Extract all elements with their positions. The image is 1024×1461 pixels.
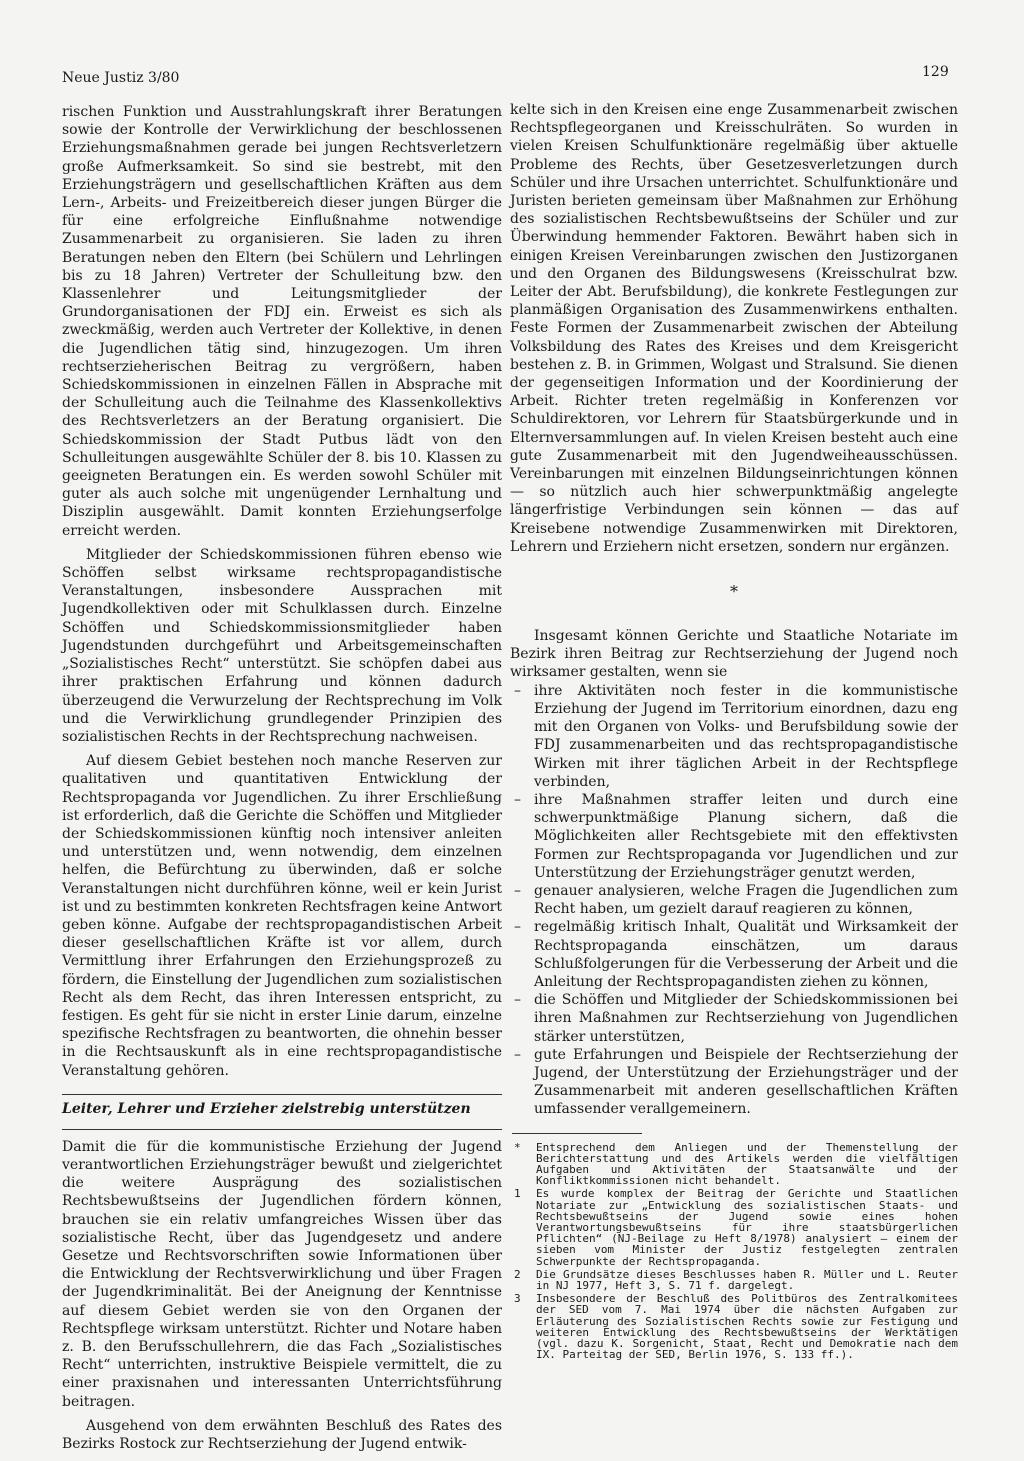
footnote-text: Entsprechend dem Anliegen und der Themenstellung der Berichterstattung und des Artikels werden die vielfältigen Aufgaben und Aktivitäten der Staatsanwälte und der Konfliktkommissionen nicht behandelt. <box>536 1140 958 1188</box>
footnote <box>510 1142 958 1187</box>
footnote <box>510 1269 958 1291</box>
requirements-list <box>510 682 958 1119</box>
list-item: – die Schöffen und Mitglieder der Schiedskommissionen bei ihren Maßnahmen zur Rechtserziehung von Jugendlichen stärker unterstützen, <box>510 991 958 1046</box>
list-item: – ihre Maßnahmen straffer leiten und durch eine schwerpunktmäßige Planung sichern, daß die Möglichkeiten aller Rechtsgebiete mit den effektivsten Formen zur Rechtspropaganda vor Jugendlichen und zur Unterstützung der Erziehungsträger genutzt werden, <box>510 791 958 882</box>
footnote-mark: 2 <box>514 1267 521 1281</box>
list-item: – regelmäßig kritisch Inhalt, Qualität und Wirksamkeit der Rechtspropaganda einschätzen, um daraus Schlußfolgerungen für die Verbesserung der Arbeit und die Anleitung der Rechtspropagandisten ziehen zu können, <box>510 918 958 991</box>
paragraph: rischen Funktion und Ausstrahlungskraft ihrer Beratungen sowie der Kontrolle der Verwirklichung der beschlossenen Erziehungsmaßnahmen gerade bei jungen Rechtsverletzern große Aufmerksamkeit. So sind sie bestrebt, mit den Erziehungsträgern und gesellschaftlichen Kräften aus dem Lern-, Arbeits- und Freizeitbereich dieser jungen Bürger die für eine erfolgreiche Einflußnahme notwendige Zusammenarbeit zu organisieren. Sie laden zu ihren Beratungen neben den Eltern (bei Schülern und Lehrlingen bis zu 18 Jahren) Vertreter der Schulleitung bzw. den Klassenlehrer und Leitungsmitglieder der Grundorganisationen der FDJ ein. Erweist es sich als zweckmäßig, werden auch Vertreter der Kollektive, in denen die Jugendlichen tätig sind, hinzugezogen. Um ihren rechtserzieherischen Beitrag zu vergrößern, haben Schiedskommissionen in einzelnen Fällen in Absprache mit der Schulleitung auch die Teilnahme des Klassenkollektivs des Rechtsverletzers an der Beratung organisiert. Die Schiedskommission der Stadt Putbus lädt von den Schulleitungen ausgewählte Schüler der 8. bis 10. Klassen zu geeigneten Beratungen ein. Es werden sowohl Schüler mit guter als auch solche mit ungenügender Lernhaltung und Disziplin ausgewählt. Damit konnten Erziehungserfolge erreicht werden. <box>62 104 502 539</box>
footnote-text: Es wurde komplex der Beitrag der Gerichte und Staatlichen Notariate zur „Entwicklung des sozialistischen Staats- und Rechtsbewußtseins der Jugend sowie eines hohen Verantwortungsbewußtseins für ihre staatsbürgerlichen Pflichten“ (NJ-Beilage zu Heft 8/1978) analysiert — einem der sieben vom Minister der Justiz festgelegten zentralen Schwerpunkte der Rechtspropaganda. <box>536 1187 958 1268</box>
left-column <box>62 103 502 1453</box>
footnote-mark: * <box>514 1140 521 1154</box>
footnote <box>510 1188 958 1266</box>
paragraph: Ausgehend von dem erwähnten Beschluß des Rates des Bezirks Rostock zur Rechtserziehung der Jugend entwik- <box>62 1417 502 1453</box>
paragraph: kelte sich in den Kreisen eine enge Zusammenarbeit zwischen Rechtspflegeorganen und Kreisschulräten. So wurden in vielen Kreisen Schulfunktionäre regelmäßig über aktuelle Probleme des Rechts, über Gesetzesverletzungen durch Schüler und ihre Ursachen unterrichtet. Schulfunktionäre und Juristen berieten gemeinsam über Maßnahmen zur Erhöhung des sozialistischen Rechtsbewußtseins der Schüler und zur Überwindung hemmender Faktoren. Bewährt haben sich in einigen Kreisen Vereinbarungen zwischen den Justizorganen und den Organen des Bildungswesens (Kreisschulrat bzw. Leiter der Abt. Berufsbildung), die konkrete Festlegungen zur planmäßigen Organisation des Zusammenwirkens enthalten. Feste Formen der Zusammenarbeit zwischen der Abteilung Volksbildung des Rates des Kreises und dem Kreisgericht bestehen z. B. in Grimmen, Wolgast und Stralsund. Sie dienen der gegenseitigen Information und der Koordinierung der Arbeit. Richter treten regelmäßig in Konferenzen vor Schuldirektoren, vor Lehrern für Staatsbürgerkunde und in Elternversammlungen auf. In vielen Kreisen besteht auch eine gute Zusammenarbeit mit den Jugendweiheausschüssen. Vereinbarungen mit einzelnen Bildungseinrichtungen können — so nützlich auch hier schwerpunktmäßig angelegte längerfristige Verbindungen sein können — das auf Kreisebene notwendige Zusammenwirken mit Direktoren, Lehrern und Erziehern nicht ersetzen, sondern nur ergänzen. <box>510 102 958 555</box>
footnote <box>510 1293 958 1360</box>
list-item: – gute Erfahrungen und Beispiele der Rechtserziehung der Jugend, der Unterstützung der Erziehungsträger und der Zusammenarbeit mit anderen gesellschaftlichen Kräften umfassender verallgemeinern. <box>510 1046 958 1119</box>
footnote-text: Insbesondere der Beschluß des Politbüros des Zentralkomitees der SED vom 7. Mai 1974 über die nächsten Aufgaben zur Erläuterung des Sozialistischen Rechts sowie zur Festigung und weiteren Entwicklung des Rechtsbewußtseins der Werktätigen (vgl. dazu K. Sorgenicht, Staat, Recht und Demokratie nach dem IX. Parteitag der SED, Berlin 1976, S. 133 ff.). <box>536 1292 958 1362</box>
section-separator: * <box>730 582 738 602</box>
list-item: – genauer analysieren, welche Fragen die Jugendlichen zum Recht haben, um gezielt darauf reagieren zu können, <box>510 882 958 918</box>
paragraph: Auf diesem Gebiet bestehen noch manche Reserven zur qualitativen und quantitativen Entwicklung der Rechtspropaganda vor Jugendlichen. Zu ihrer Erschließung ist erforderlich, daß die Gerichte die Schöffen und Mitglieder der Schiedskommissionen künftig noch intensiver anleiten und unterstützen und, wenn notwendig, dem einzelnen helfen, die Befürchtung zu überwinden, daß er solche Veranstaltungen nicht durchführen könne, weil er kein Jurist ist und zu bestimmten konkreten Rechtsfragen keine Antwort geben könne. Aufgabe der rechtspropagandistischen Arbeit dieser gesellschaftlichen Kräfte ist vor allem, durch Vermittlung ihrer Erfahrungen den Erziehungsprozeß zu fördern, die Einstellung der Jugendlichen zum sozialistischen Recht als dem Recht, das ihren Interessen entspricht, zu festigen. Es geht für sie nicht in erster Linie darum, einzelne spezifische Rechtsfragen zu beantworten, die ohnehin besser in die Rechtsauskunft als in eine rechtspropagandistische Veranstaltung gehören. <box>62 753 502 1079</box>
paragraph: Damit die für die kommunistische Erziehung der Jugend verantwortlichen Erziehungsträger bewußt und zielgerichtet die weitere Ausprägung des sozialistischen Rechtsbewußtseins der Jugendlichen fördern können, brauchen sie ein relativ umfangreiches Wissen über das sozialistische Recht, über das Jugendgesetz und andere Gesetze und Rechtsvorschriften sowie Informationen über die Entwicklung der Rechtsverwirklichung und über Fragen der Jugendkriminalität. Bei der Aneignung der Kenntnisse auf diesem Gebiet werden sie von den Organen der Rechtspflege wirksam unterstützt. Richter und Notare haben z. B. den Berufsschullehrern, die das Fach „Sozialistisches Recht“ unterrichten, instruktive Beispiele vermittelt, die zu einer praxisnahen und interessanten Unterrichtsführung beitragen. <box>62 1138 502 1410</box>
footnote-divider <box>512 1133 642 1134</box>
list-item: – ihre Aktivitäten noch fester in die kommunistische Erziehung der Jugend im Territorium einordnen, dazu eng mit den Organen von Volks- und Berufsbildung sowie der FDJ zusammenarbeiten und das rechtspropagandistische Wirken mit ihrer täglichen Arbeit in der Rechtspflege verbinden, <box>510 682 958 791</box>
footnote-mark: 1 <box>514 1187 521 1201</box>
footnote-mark: 3 <box>514 1292 521 1306</box>
list-intro: Insgesamt können Gerichte und Staatliche Notariate im Bezirk ihren Beitrag zur Rechtserziehung der Jugend noch wirksamer gestalten, wenn sie <box>510 628 958 681</box>
page-number: 129 <box>922 64 949 80</box>
footnote-text: Die Grundsätze dieses Beschlusses haben R. Müller und L. Reuter in NJ 1977, Heft 3, S. 71 f. dargelegt. <box>536 1267 958 1292</box>
right-column <box>510 101 958 1362</box>
section-heading: Leiter, Lehrer und Erzieher zielstrebig unterstützen <box>62 1094 502 1130</box>
journal-header: Neue Justiz 3/80 <box>62 70 180 86</box>
paragraph: Mitglieder der Schiedskommissionen führen ebenso wie Schöffen selbst wirksame rechtspropagandistische Veranstaltungen, insbesondere Aussprachen mit Jugendkollektiven oder mit Schulklassen durch. Einzelne Schöffen und Schiedskommissionsmitglieder haben Jugendstunden durchgeführt und Arbeitsgemeinschaften „Sozialistisches Recht“ unterstützt. Sie schöpfen dabei aus ihrer praktischen Erfahrung und können dadurch überzeugend die Verwurzelung der Rechtsprechung im Volk und die Verwirklichung grundlegender Prinzipien des sozialistischen Rechts in der Rechtsprechung nachweisen. <box>62 546 502 745</box>
